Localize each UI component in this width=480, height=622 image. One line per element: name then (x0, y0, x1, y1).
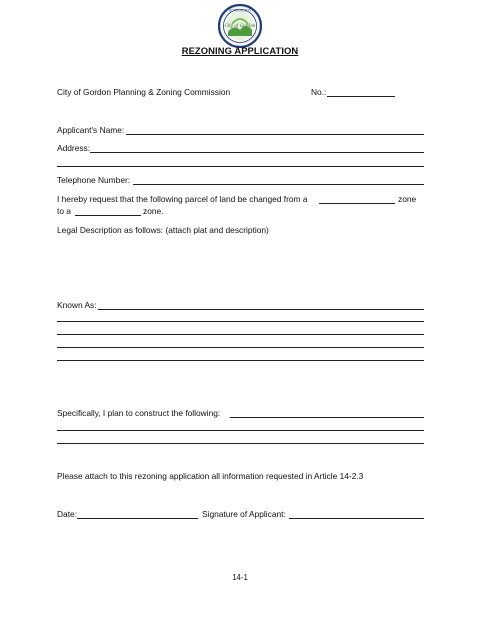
known-as-field-line-1[interactable] (98, 309, 424, 310)
telephone-label: Telephone Number: (57, 175, 131, 185)
request-line-2-suffix: zone. (143, 206, 164, 216)
address-field-line-2[interactable] (57, 166, 424, 167)
applicant-name-field[interactable] (126, 134, 424, 135)
seal-top-text: GORDON CITY (228, 8, 252, 13)
attach-note: Please attach to this rezoning application all information requested in Article 14-2.3 (57, 471, 364, 481)
date-label: Date: (57, 509, 78, 519)
address-field-line-1[interactable] (90, 152, 424, 153)
form-title: REZONING APPLICATION (181, 45, 299, 56)
request-line-2-prefix: to a (57, 206, 71, 216)
construct-label: Specifically, I plan to construct the following: (57, 408, 221, 418)
construct-field-line-1[interactable] (230, 417, 424, 418)
known-as-label: Known As: (57, 300, 97, 310)
signature-label: Signature of Applicant: (202, 509, 286, 519)
number-label: No.: (311, 87, 327, 97)
date-field[interactable] (77, 518, 198, 519)
known-as-field-line-4[interactable] (57, 347, 424, 348)
known-as-field-line-3[interactable] (57, 334, 424, 335)
signature-field[interactable] (289, 518, 424, 519)
to-zone-field[interactable] (75, 215, 141, 216)
address-label: Address: (57, 143, 91, 153)
request-line-1-suffix: zone (398, 194, 417, 204)
commission-label: City of Gordon Planning & Zoning Commission (57, 87, 231, 97)
applicant-name-label: Applicant's Name: (57, 125, 125, 135)
from-zone-field[interactable] (319, 203, 395, 204)
page-number: 14-1 (232, 573, 248, 582)
number-field[interactable] (327, 96, 395, 97)
legal-description-label: Legal Description as follows: (attach plat and description) (57, 225, 269, 235)
request-line-1-prefix: I hereby request that the following parcel of land be changed from a (57, 194, 308, 204)
known-as-field-line-2[interactable] (57, 321, 424, 322)
construct-field-line-2[interactable] (57, 430, 424, 431)
construct-field-line-3[interactable] (57, 443, 424, 444)
telephone-field[interactable] (133, 184, 424, 185)
city-seal-logo (218, 4, 262, 48)
known-as-field-line-5[interactable] (57, 360, 424, 361)
seal-center-text: City of Gordon (224, 23, 256, 28)
